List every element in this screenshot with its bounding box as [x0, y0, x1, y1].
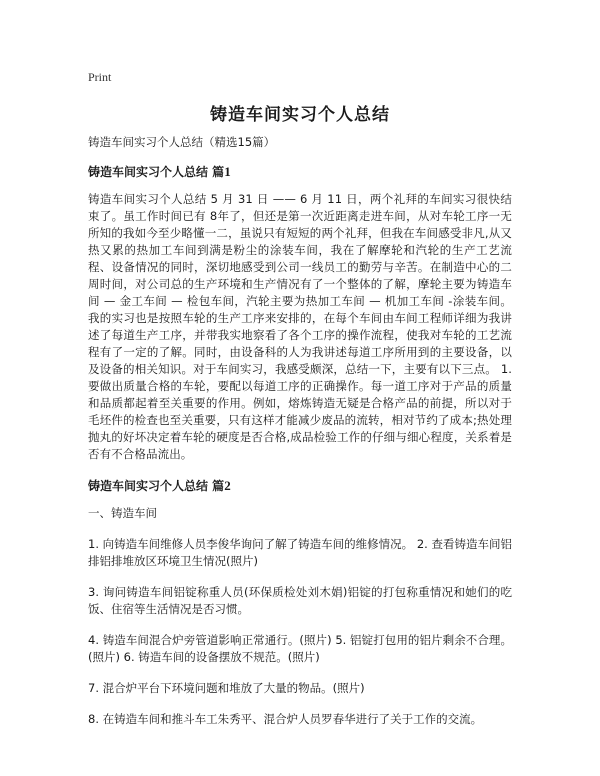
section-heading-number: 1 [224, 164, 231, 179]
list-item: 4. 铸造车间混合炉旁管道影响正常通行。(照片) 5. 铝锭打包用的铝片剩余不合理。(照片) 6. 铸造车间的设备摆放不规范。(照片) [88, 633, 512, 664]
section-1-paragraph: 铸造车间实习个人总结 5 月 31 日 —— 6 月 11 日，两个礼拜的车间实习很快结束了。虽工作时间已有 8年了，但还是第一次近距离走进车间，从对车轮工序一无所知的我如今至少略懂一二，虽说只有短短的两个礼拜，但我在车间感受非凡,从又热又累的热加工车间到满是粉尘的涂装车间，我在了解摩轮和汽轮的生产工艺流程、设备情况的同时，深切地感受到公司一线员工的勤劳与辛苦。在制造中心的二周时间，对公司总的生产环境和生产情况有了一个整体的了解，摩轮主要为铸造车间 — 金工车间 — 检包车间，汽轮主要为热加工车间 — 机加工车间 -涂装车间。我的实习也是按照车轮的生产工序来安排的，在每个车间由车间工程师详细为我讲述了每道生产工序，并带我实地察看了各个工序的操作流程，使我对车轮的工艺流程有了一定的了解。同时，由设备科的人为我讲述每道工序所用到的主要设备，以及设备的相关知识。对于车间实习，我感受颇深，总结一下，主要有以下三点。 1. 要做出质量合格的车轮，要配以每道工序的正确操作。每一道工序对于产品的质量和品质都起着至关重要的作用。例如，熔炼铸造无疑是合格产品的前提，所以对于毛坯件的检查也至关重要，只有这样才能减少废品的流转，相对节约了成本;热处理抛丸的好坏决定着车轮的硬度是否合格,成品检验工作的仔细与细心程度，关系着是否有不合格品流出。 [88, 192, 512, 461]
section-heading-text: 铸造车间实习个人总结 篇 [88, 479, 225, 493]
list-item: 1. 向铸造车间维修人员李俊华询问了解了铸造车间的维修情况。 2. 查看铸造车间铝排铝排堆放区环境卫生情况(照片) [88, 537, 512, 568]
section-heading-number: 2 [224, 478, 231, 493]
section-heading-text: 铸造车间实习个人总结 篇 [88, 165, 225, 179]
list-item: 3. 询问铸造车间铝锭称重人员(环保质检处刘木娟)铝锭的打包称重情况和她们的吃饭、住宿等生活情况是否习惯。 [88, 585, 512, 616]
document-subtitle: 铸造车间实习个人总结（精选15篇） [88, 135, 276, 149]
section-2-part-label: 一、铸造车间 [88, 506, 157, 520]
page-title: 铸造车间实习个人总结 [210, 105, 390, 125]
print-label: Print [88, 70, 112, 84]
list-item: 8. 在铸造车间和推斗车工朱秀平、混合炉人员罗春华进行了关于工作的交流。 [88, 712, 483, 726]
list-item: 7. 混合炉平台下环境问题和堆放了大量的物品。(照片) [88, 681, 365, 695]
document-content [88, 134, 512, 742]
section-heading-1 [88, 163, 512, 181]
section-heading-2 [88, 477, 512, 495]
